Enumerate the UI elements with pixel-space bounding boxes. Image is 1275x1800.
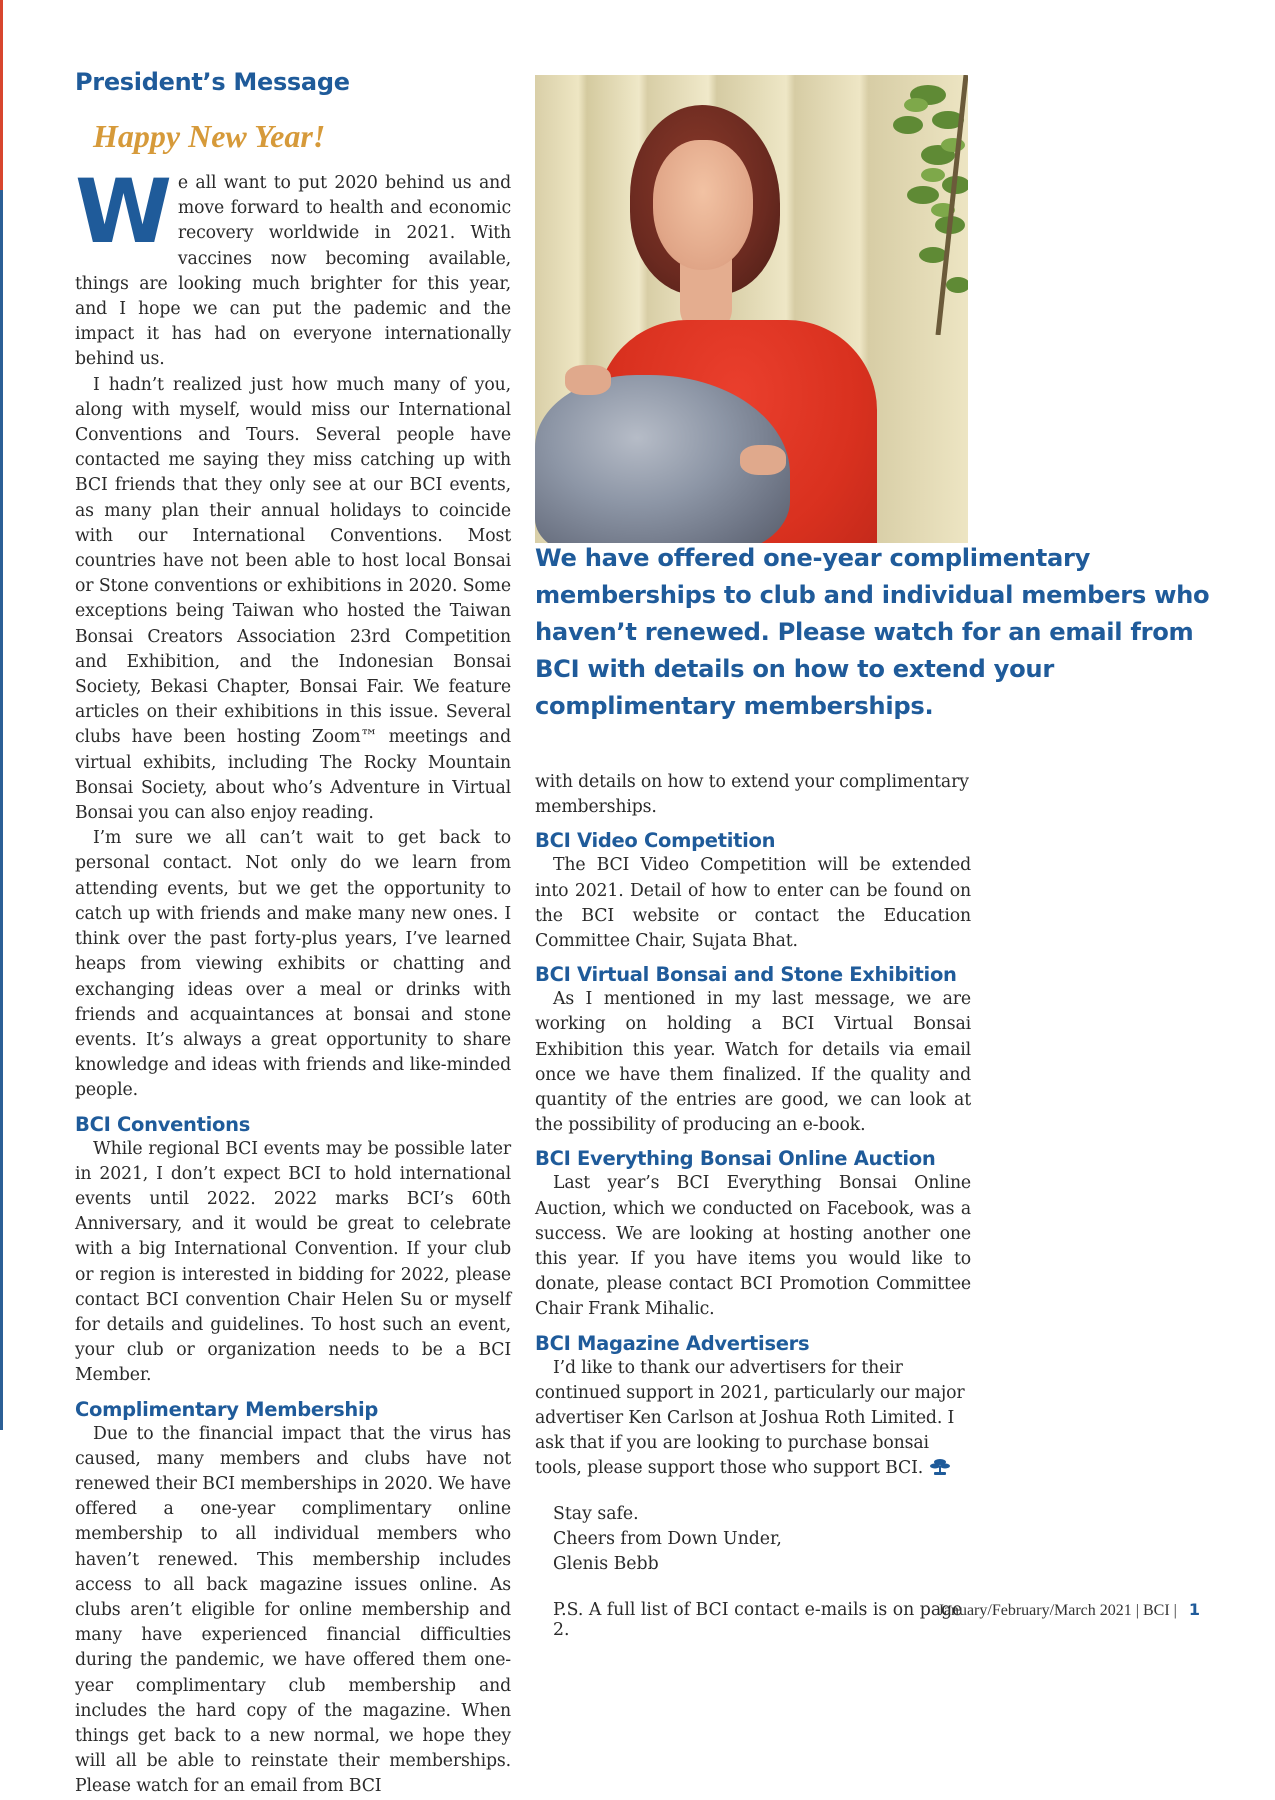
section-heading-virtual-exhibition: BCI Virtual Bonsai and Stone Exhibition xyxy=(535,963,957,987)
section-text-conventions: While regional BCI events may be possible later in 2021, I don’t expect BCI to hold international events until 2022. 2022 marks BCI’s 60th Anniversary, and it would be great to celebrate with a big International Convention. If your club or region is interested in bidding for 2022, please contact BCI convention Chair Helen Su or myself for details and guidelines. To host such an event, your club or organization needs to be a BCI Member. xyxy=(75,1138,511,1386)
drop-cap: W xyxy=(75,160,172,263)
section-heading-membership: Complimentary Membership xyxy=(75,1397,379,1421)
section-text-virtual-exhibition: As I mentioned in my last message, we are working on holding a BCI Virtual Bonsai Exhibition this year. Watch for details via email once we have them finalized. If the quality and quantity of the entries are good, we can look at the possibility of producing an e-book. xyxy=(535,989,971,1136)
section-text-membership: Due to the financial impact that the virus has caused, many members and clubs have not renewed their BCI memberships in 2020. We have offered a one-year complimentary online membership to all individual members who haven’t renewed. This membership includes access to all back magazine issues online. As clubs aren’t eligible for online membership and many have experienced financial difficulties during the pandemic, we have offered them one-year complimentary club membership and includes the hard copy of the magazine. When things get back to a new normal, we hope they will all be able to reinstate their memberships. Please watch for an email from BCI xyxy=(75,1423,511,1797)
signoff-name: Glenis Bebb xyxy=(553,1554,659,1575)
page-edge-blue-strip xyxy=(0,190,3,1430)
page-title: President’s Message xyxy=(75,68,350,96)
section-heading-advertisers: BCI Magazine Advertisers xyxy=(535,1331,810,1355)
section-text-advertisers: I’d like to thank our advertisers for their continued support in 2021, particularly our major advertiser Ken Carlson at Joshua Roth Limited. I ask that if you are looking to purchase bonsai tools, please support those who support BCI. xyxy=(535,1357,965,1479)
paragraph-personal-contact: I’m sure we all can’t wait to get back to personal contact. Not only do we learn from attending events, but we get the opportunity to catch up with friends and make many new ones. I think over the past forty-plus years, I’ve learned heaps from viewing exhibits or chatting and exchanging ideas over a meal or drinks with friends and acquaintances at bonsai and stone events. It’s always a great opportunity to share knowledge and ideas with friends and like-minded people. xyxy=(75,828,511,1101)
intro-text: e all want to put 2020 behind us and move forward to health and economic recovery worldwide in 2021. With vaccines now becoming available, things are looking much brighter for this year, and I hope we can put the pademic and the impact it has had on everyone internationally behind us. xyxy=(75,173,511,370)
section-text-video: The BCI Video Competition will be extended into 2021. Detail of how to enter can be found on the BCI website or contact the Education Committee Chair, Sujata Bhat. xyxy=(535,855,971,952)
page-subtitle: Happy New Year! xyxy=(93,118,326,154)
photo-face xyxy=(653,140,753,270)
intro-paragraph xyxy=(75,160,511,373)
section-text-auction: Last year’s BCI Everything Bonsai Online Auction, which we conducted on Facebook, was a success. We are looking at hosting another one this year. If you have items you would like to donate, please contact BCI Promotion Committee Chair Frank Mihalic. xyxy=(535,1173,971,1320)
page-number: 1 xyxy=(1188,1600,1200,1619)
president-photo xyxy=(535,75,968,543)
right-column xyxy=(535,770,971,1640)
section-heading-video: BCI Video Competition xyxy=(535,829,776,853)
page-footer xyxy=(938,1600,1200,1620)
pull-quote: We have offered one-year complimentary memberships to club and individual members who haven’t renewed. Please watch for an email from BCI with details on how to extend your complimentary memberships. xyxy=(535,544,1210,720)
bonsai-tree-icon xyxy=(929,1458,951,1476)
postscript: P.S. A full list of BCI contact e-mails is on page 2. xyxy=(553,1600,963,1641)
page-edge-red-strip xyxy=(0,0,3,190)
signoff-line-1: Stay safe. xyxy=(553,1503,639,1524)
tree-leaves-graphic xyxy=(838,75,968,335)
footer-issue: January/February/March 2021 | BCI | xyxy=(937,1602,1177,1619)
section-text-advertisers-paragraph xyxy=(535,1356,971,1482)
photo-right-hand xyxy=(740,445,786,475)
section-heading-conventions: BCI Conventions xyxy=(75,1112,251,1136)
section-heading-auction: BCI Everything Bonsai Online Auction xyxy=(535,1147,936,1171)
paragraph-conventions-missed: I hadn’t realized just how much many of you, along with myself, would miss our International Conventions and Tours. Several people have contacted me saying they miss catching up with BCI friends that they only see at our BCI events, as many plan their annual holidays to coincide with our International Conventions. Most countries have not been able to host local Bonsai or Stone conventions or exhibitions in 2020. Some exceptions being Taiwan who hosted the Taiwan Bonsai Creators Association 23rd Competition and Exhibition, and the Indonesian Bonsai Society, Bekasi Chapter, Bonsai Fair. We feature articles on their exhibitions in this issue. Several clubs have been hosting Zoom™ meetings and virtual exhibits, including The Rocky Mountain Bonsai Society, about who’s Adventure in Virtual Bonsai you can also enjoy reading. xyxy=(75,374,511,824)
continued-text: with details on how to extend your complimentary memberships. xyxy=(535,772,969,818)
signoff-block xyxy=(535,1502,971,1578)
signoff-line-2: Cheers from Down Under, xyxy=(553,1528,782,1549)
pull-quote-block xyxy=(535,540,1240,725)
photo-left-hand xyxy=(565,365,611,395)
left-column xyxy=(75,68,511,1800)
